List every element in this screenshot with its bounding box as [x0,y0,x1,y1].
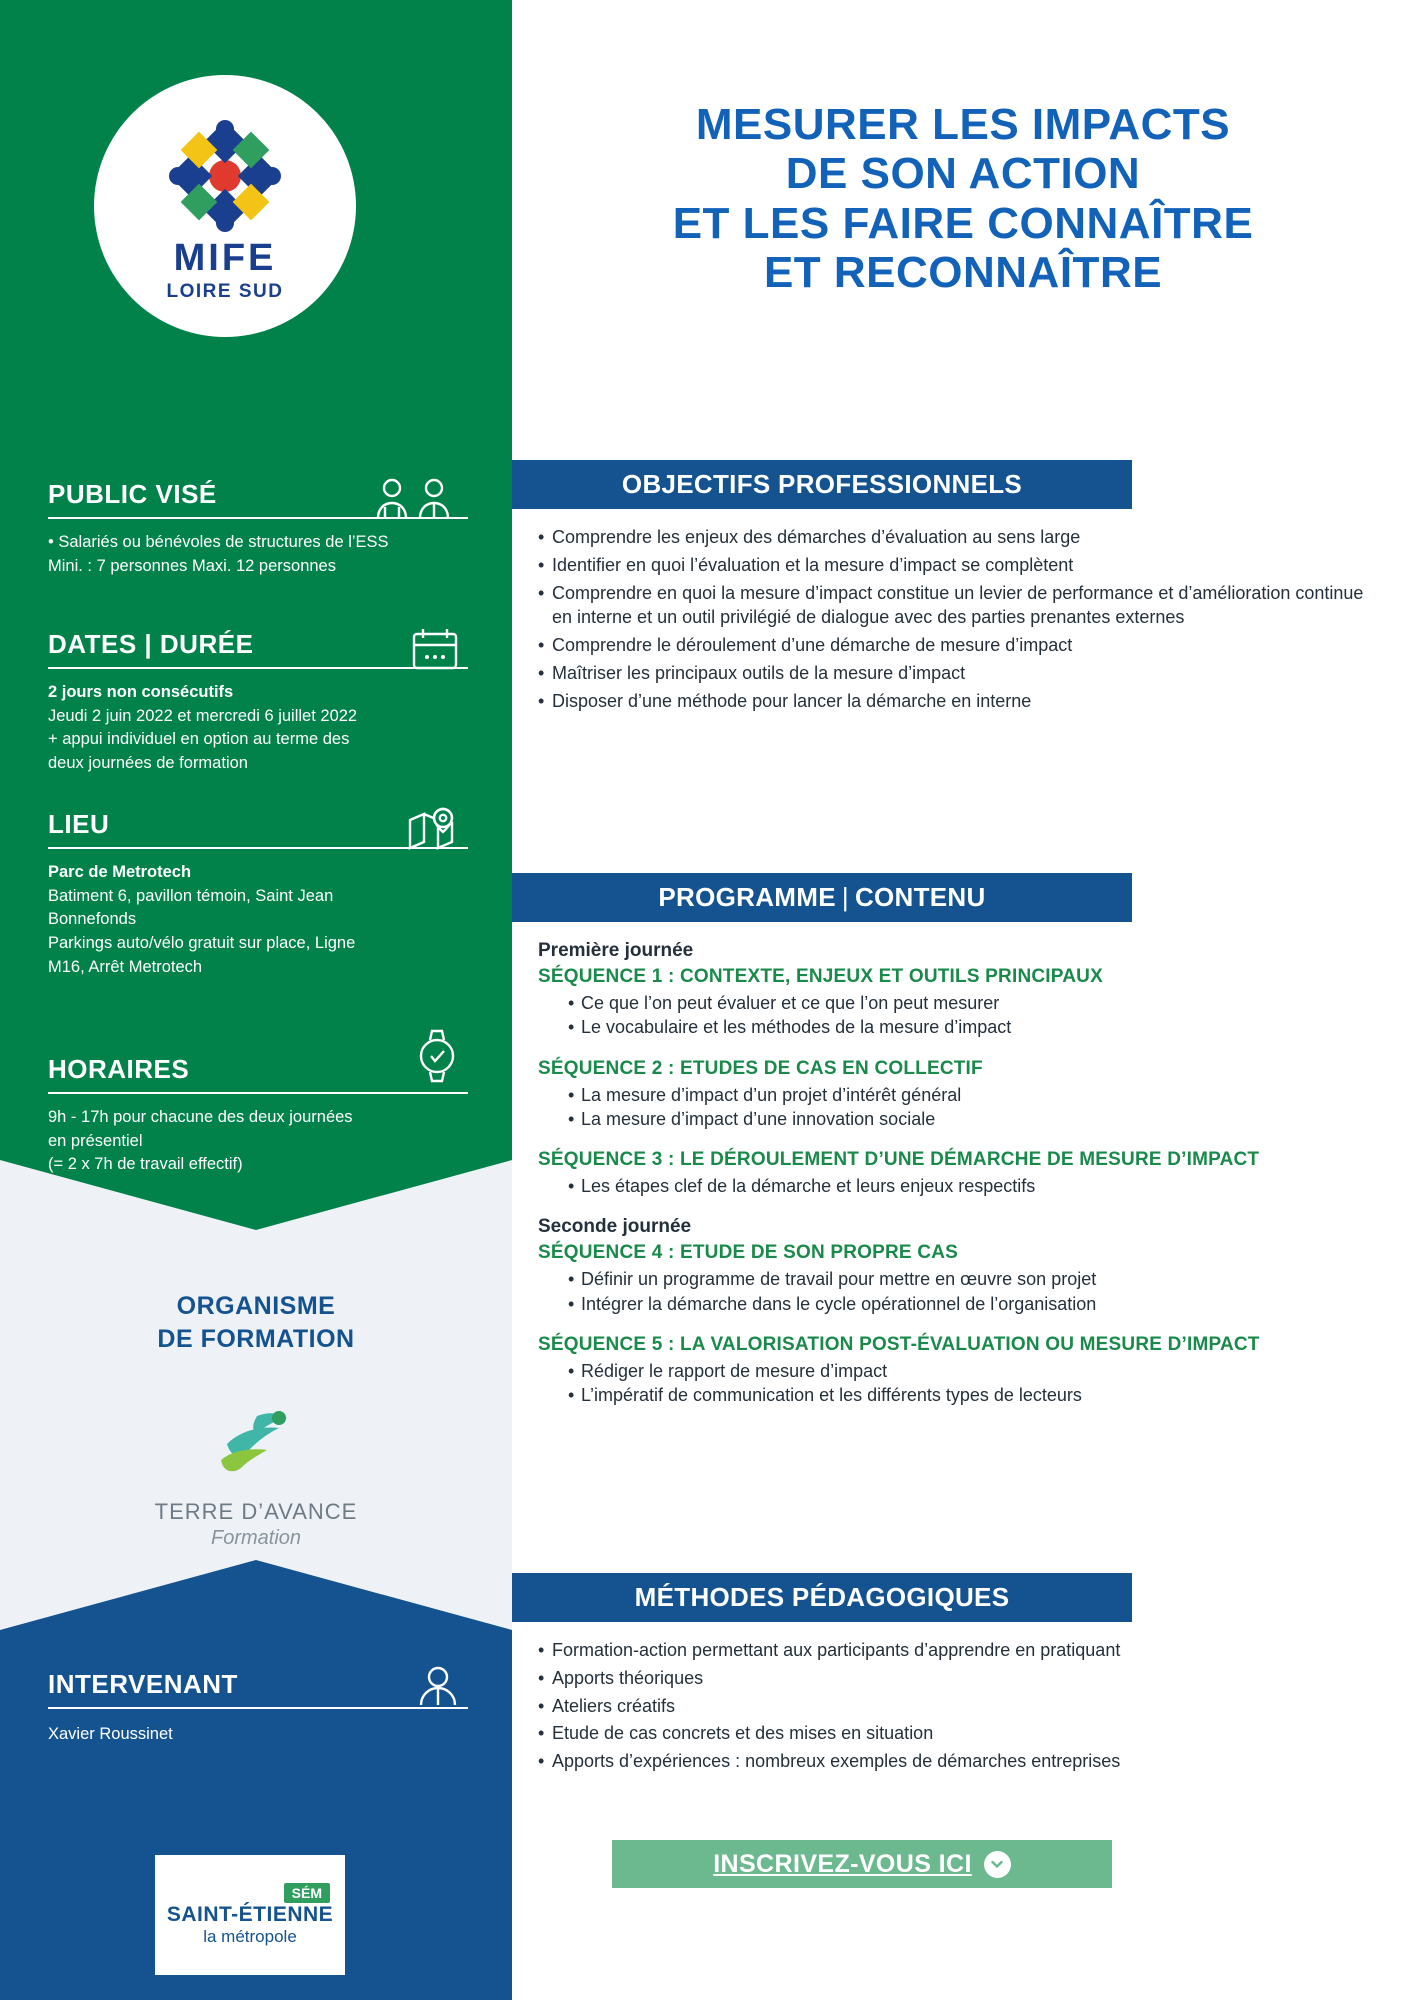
section-line: Parkings auto/vélo gratuit sur place, Ligne [48,934,356,953]
list-item: • Comprendre en quoi la mesure d’impact constitue un levier de performance et d’amélioration continue en interne et un outil privilégié de dialogue avec des parties prenantes externes [538,581,1378,631]
list-item: • Le vocabulaire et les méthodes de la mesure d’impact [568,1015,1398,1039]
sequence-items [568,1083,1398,1132]
page-title [536,100,1390,297]
saint-etienne-metropole-logo [155,1855,345,1975]
map-pin-icon [406,806,460,857]
terre-davance-mark-icon [201,1400,311,1484]
list-item: • Maîtriser les principaux outils de la mesure d’impact [538,661,1378,686]
day-title: Seconde journée [538,1216,692,1238]
list-item: • Etude de cas concrets et des mises en situation [538,1721,1378,1746]
list-item: • Rédiger le rapport de mesure d’impact [568,1359,1398,1383]
section-intervenant [48,1670,468,1747]
chevron-down-circle-icon [984,1851,1011,1878]
sem-main-text: SAINT-ÉTIENNE [166,1903,334,1926]
section-line: (= 2 x 7h de travail effectif) [48,1155,243,1174]
divider [48,1092,468,1094]
terre-davance-sub: Formation [210,1527,302,1549]
sequence-title: SÉQUENCE 2 : ETUDES DE CAS EN COLLECTIF [538,1057,983,1079]
day-title: Première journée [538,940,694,961]
sequence-items [568,1359,1398,1408]
mife-emblem-icon [166,117,284,235]
sequence-title: SÉQUENCE 4 : ETUDE DE SON PROPRE CAS [538,1242,958,1264]
title-line-3: ET LES FAIRE CONNAÎTRE [672,198,1254,248]
section-horaires [48,1055,468,1177]
calendar-icon [410,626,460,677]
programme-band-wrap [512,873,1132,922]
section-line: Parc de Metrotech [48,862,192,881]
watch-icon [414,1027,460,1090]
section-dates-duree [48,630,468,776]
list-item: • Apports théoriques [538,1666,1378,1691]
objectifs-list [538,525,1378,717]
sequence-title: SÉQUENCE 3 : LE DÉROULEMENT D’UNE DÉMARCHE DE MESURE D’IMPACT [538,1149,1260,1171]
sequence-items [568,1174,1398,1198]
sidebar [0,0,512,2000]
methodes-band: MÉTHODES PÉDAGOGIQUES [512,1573,1132,1622]
divider [48,667,468,669]
list-item: • La mesure d’impact d’un projet d’intérêt général [568,1083,1398,1107]
section-line: M16, Arrêt Metrotech [48,958,203,977]
list-item: • Les étapes clef de la démarche et leurs enjeux respectifs [568,1174,1398,1198]
main-content [512,0,1414,2000]
person-icon [416,1664,460,1713]
sem-sub-text: la métropole [203,1927,297,1946]
divider [48,1707,468,1709]
title-line-2: DE SON ACTION [785,149,1141,199]
methodes-band-wrap [512,1573,1132,1622]
divider [48,847,468,849]
objectifs-band-wrap [512,460,1132,509]
sequence-items [568,1267,1398,1316]
section-line: + appui individuel en option au terme des [48,730,350,749]
sequence-title: SÉQUENCE 5 : LA VALORISATION POST-ÉVALUATION OU MESURE D’IMPACT [538,1334,1260,1356]
list-item: • Définir un programme de travail pour mettre en œuvre son projet [568,1267,1398,1291]
section-line: 2 jours non consécutifs [48,682,234,701]
programme-band-second: CONTENU [854,882,986,912]
section-title: HORAIRES [48,1054,190,1084]
section-title: INTERVENANT [48,1669,238,1699]
organisme-heading [0,1290,512,1355]
list-item: • Comprendre les enjeux des démarches d’évaluation au sens large [538,525,1378,550]
section-line: 9h - 17h pour chacune des deux journées [48,1107,353,1126]
two-persons-icon [374,476,460,527]
list-item: • L’impératif de communication et les différents types de lecteurs [568,1383,1398,1407]
section-line: Batiment 6, pavillon témoin, Saint Jean [48,886,334,905]
section-line: Mini. : 7 personnes Maxi. 12 personnes [48,556,336,575]
programme-band-sep: | [841,882,849,912]
programme-content [538,940,1398,1426]
inscription-button[interactable] [612,1840,1112,1888]
section-line: Bonnefonds [48,910,137,929]
title-line-4: ET RECONNAÎTRE [763,247,1163,297]
programme-band [512,873,1132,922]
objectifs-band: OBJECTIFS PROFESSIONNELS [512,460,1132,509]
intervenant-name: Xavier Roussinet [48,1724,173,1743]
list-item: • Formation-action permettant aux participants d’apprendre en pratiquant [538,1638,1378,1663]
section-line: en présentiel [48,1131,143,1150]
list-item: • Apports d’expériences : nombreux exemples de démarches entreprises [538,1749,1378,1774]
methodes-list [538,1638,1378,1777]
section-line: • Salariés ou bénévoles de structures de l’ESS [48,532,389,551]
sequence-title: SÉQUENCE 1 : CONTEXTE, ENJEUX ET OUTILS PRINCIPAUX [538,966,1103,987]
section-title: DATES | DURÉE [48,629,254,659]
organisme-line-1: ORGANISME [176,1292,336,1320]
list-item: • Comprendre le déroulement d’une démarche de mesure d’impact [538,633,1378,658]
programme-band-main: PROGRAMME [658,882,836,912]
section-line: deux journées de formation [48,754,248,773]
inscription-label: INSCRIVEZ-VOUS ICI [713,1849,972,1878]
list-item: • Ce que l’on peut évaluer et ce que l’on peut mesurer [568,991,1398,1015]
list-item: • Ateliers créatifs [538,1694,1378,1719]
sem-badge: SÉM [284,1883,330,1903]
mife-wordmark: MIFE [173,237,277,279]
terre-davance-name: TERRE D’AVANCE [154,1499,358,1524]
sequence-items [568,991,1398,1040]
section-public-vise [48,480,468,578]
section-title: PUBLIC VISÉ [48,479,217,509]
list-item: • Intégrer la démarche dans le cycle opérationnel de l’organisation [568,1292,1398,1316]
list-item: • Identifier en quoi l’évaluation et la mesure d’impact se complètent [538,553,1378,578]
mife-sub-wordmark: LOIRE SUD [166,281,284,302]
organisme-line-2: DE FORMATION [157,1324,355,1353]
mife-logo [94,75,356,337]
section-title: LIEU [48,809,110,839]
terre-davance-logo [0,1400,512,1550]
section-lieu [48,810,468,980]
section-line: Jeudi 2 juin 2022 et mercredi 6 juillet 2022 [48,706,358,725]
list-item: • Disposer d’une méthode pour lancer la démarche en interne [538,689,1378,714]
title-line-1: MESURER LES IMPACTS [695,100,1231,149]
list-item: • La mesure d’impact d’une innovation sociale [568,1107,1398,1131]
